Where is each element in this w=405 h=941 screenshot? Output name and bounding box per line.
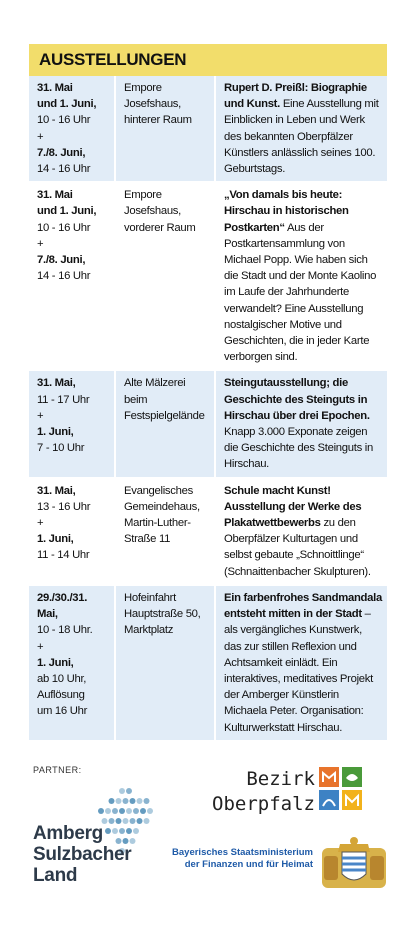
event-title: Rupert D. Preißl: Biographie und Kunst. [224,82,367,111]
event-location-cell [115,182,215,370]
event-date-line: 1. Juni, [37,533,74,546]
event-location-line: Alte Mälzerei beim [124,377,186,406]
event-row [29,182,387,370]
event-location-line: Marktplatz [124,624,174,637]
event-row [29,370,387,477]
event-date-line: + [37,517,44,530]
section-title: AUSSTELLUNGEN [29,44,387,76]
event-location-line: vorderer Raum [124,221,196,234]
partner-label: PARTNER: [33,765,82,775]
event-location-cell [115,370,215,477]
event-description-cell [215,182,387,370]
bezirk-oberpfalz-logo-text: Bezirk Oberpfalz [212,768,315,815]
event-date-line: 31. Mai, [37,484,76,497]
event-row [29,585,387,741]
event-row [29,478,387,585]
event-title: Steingutausstellung; die Geschichte des Steinguts in Hirschau über drei Epochen. [224,377,370,422]
event-location-line: Gemeindehaus, [124,500,200,513]
event-date-line: 1. Juni, [37,426,74,439]
event-date-line: und 1. Juni, [37,98,97,111]
event-date-line: und 1. Juni, [37,205,97,218]
event-date-line: Auflösung [37,689,85,702]
amberg-sulzbacher-land-logo: Amberg Sulzbacher Land [33,823,132,886]
event-location-line: Hofeinfahrt [124,591,176,604]
event-location-line: Hauptstraße 50, [124,608,201,621]
event-row [29,76,387,182]
event-title: „Von damals bis heute: Hirschau in historischen Postkarten“ [224,189,349,234]
event-description: Knapp 3.000 Exponate zeigen die Geschichte des Steinguts in Hirschau. [224,426,373,471]
event-date-line: 31. Mai [37,189,73,202]
event-date-line: ab 10 Uhr, [37,672,87,685]
event-description-cell [215,370,387,477]
event-date-line: 1. Juni, [37,656,74,669]
bavarian-coat-of-arms-icon [318,834,390,892]
bezirk-oberpfalz-logo-icon [318,766,364,812]
event-date-cell [29,76,115,182]
event-location-line: Empore Josefshaus, [124,189,181,218]
event-date-cell [29,478,115,585]
event-date-cell [29,585,115,741]
event-location-line: Martin-Luther- [124,517,191,530]
event-description-cell [215,76,387,182]
event-date-line: 7 - 10 Uhr [37,442,85,455]
event-location-line: hinterer Raum [124,114,192,127]
event-description: Eine Ausstellung mit Einblicken in Leben und Werk des bekannten Oberpfälzer Künstlers anlässlich seines 100. Geburtstags. [224,98,379,176]
event-date-line: 11 - 17 Uhr [37,393,90,406]
events-table [29,76,387,742]
event-date-line: 13 - 16 Uhr [37,500,91,513]
event-date-line: 7./8. Juni, [37,146,86,159]
event-location-cell [115,478,215,585]
event-location-line: Festspielgelände [124,409,205,422]
event-title: Schule macht Kunst! Ausstellung der Werke des Plakatwettbewerbs [224,484,362,530]
event-date-line: um 16 Uhr [37,705,88,718]
ministry-logo-text: Bayerisches Staatsministerium der Finanzen und für Heimat [172,847,313,870]
event-description-cell [215,478,387,585]
event-date-line: + [37,409,44,422]
event-location-cell [115,585,215,741]
event-date-line: 14 - 16 Uhr [37,163,91,176]
event-date-cell [29,182,115,370]
event-date-line: 31. Mai [37,82,73,94]
event-date-line: 31. Mai, [37,377,76,390]
event-location-line: Straße 11 [124,533,171,546]
event-date-cell [29,370,115,477]
event-description-cell [215,585,387,741]
event-date-line: 10 - 16 Uhr [37,221,91,234]
event-description: Aus der Postkartensammlung von Michael Popp. Wie haben sich die Stadt und der Monte Kaolino im Laufe der Jahrhunderte verwandelt? Eine Ausstellung nostalgischer Motive und Geschichten, die in jeder Karte verborgen sind. [224,221,377,364]
event-date-line: + [37,640,44,653]
event-location-line: Evangelisches [124,484,193,497]
event-location-cell [115,76,215,182]
event-date-line: 29./30./31. [37,591,88,604]
event-date-line: 10 - 18 Uhr. [37,624,93,637]
event-date-line: 14 - 16 Uhr [37,270,91,283]
event-date-line: 11 - 14 Uhr [37,549,90,562]
event-date-line: 10 - 16 Uhr [37,114,91,127]
event-description: zu den Oberpfälzer Kulturtagen und selbst gebaute „Schnoittlinge“ (Schnaittenbacher Skulpturen). [224,517,371,578]
event-date-line: 7./8. Juni, [37,254,86,267]
event-description: – als vergängliches Kunstwerk, das zur stillen Reflexion und Achtsamkeit einlädt. Ein interaktives, meditatives Projekt der Amberger Künstlerin Michaela Peter. Organisation: Kulturwerkstatt Hirschau. [224,608,373,734]
event-location-line: Empore Josefshaus, [124,82,181,111]
event-date-line: Mai, [37,608,58,621]
event-date-line: + [37,130,44,143]
event-title: Ein farbenfrohes Sandmandala entsteht mitten in der Stadt [224,591,382,621]
event-date-line: + [37,237,44,250]
